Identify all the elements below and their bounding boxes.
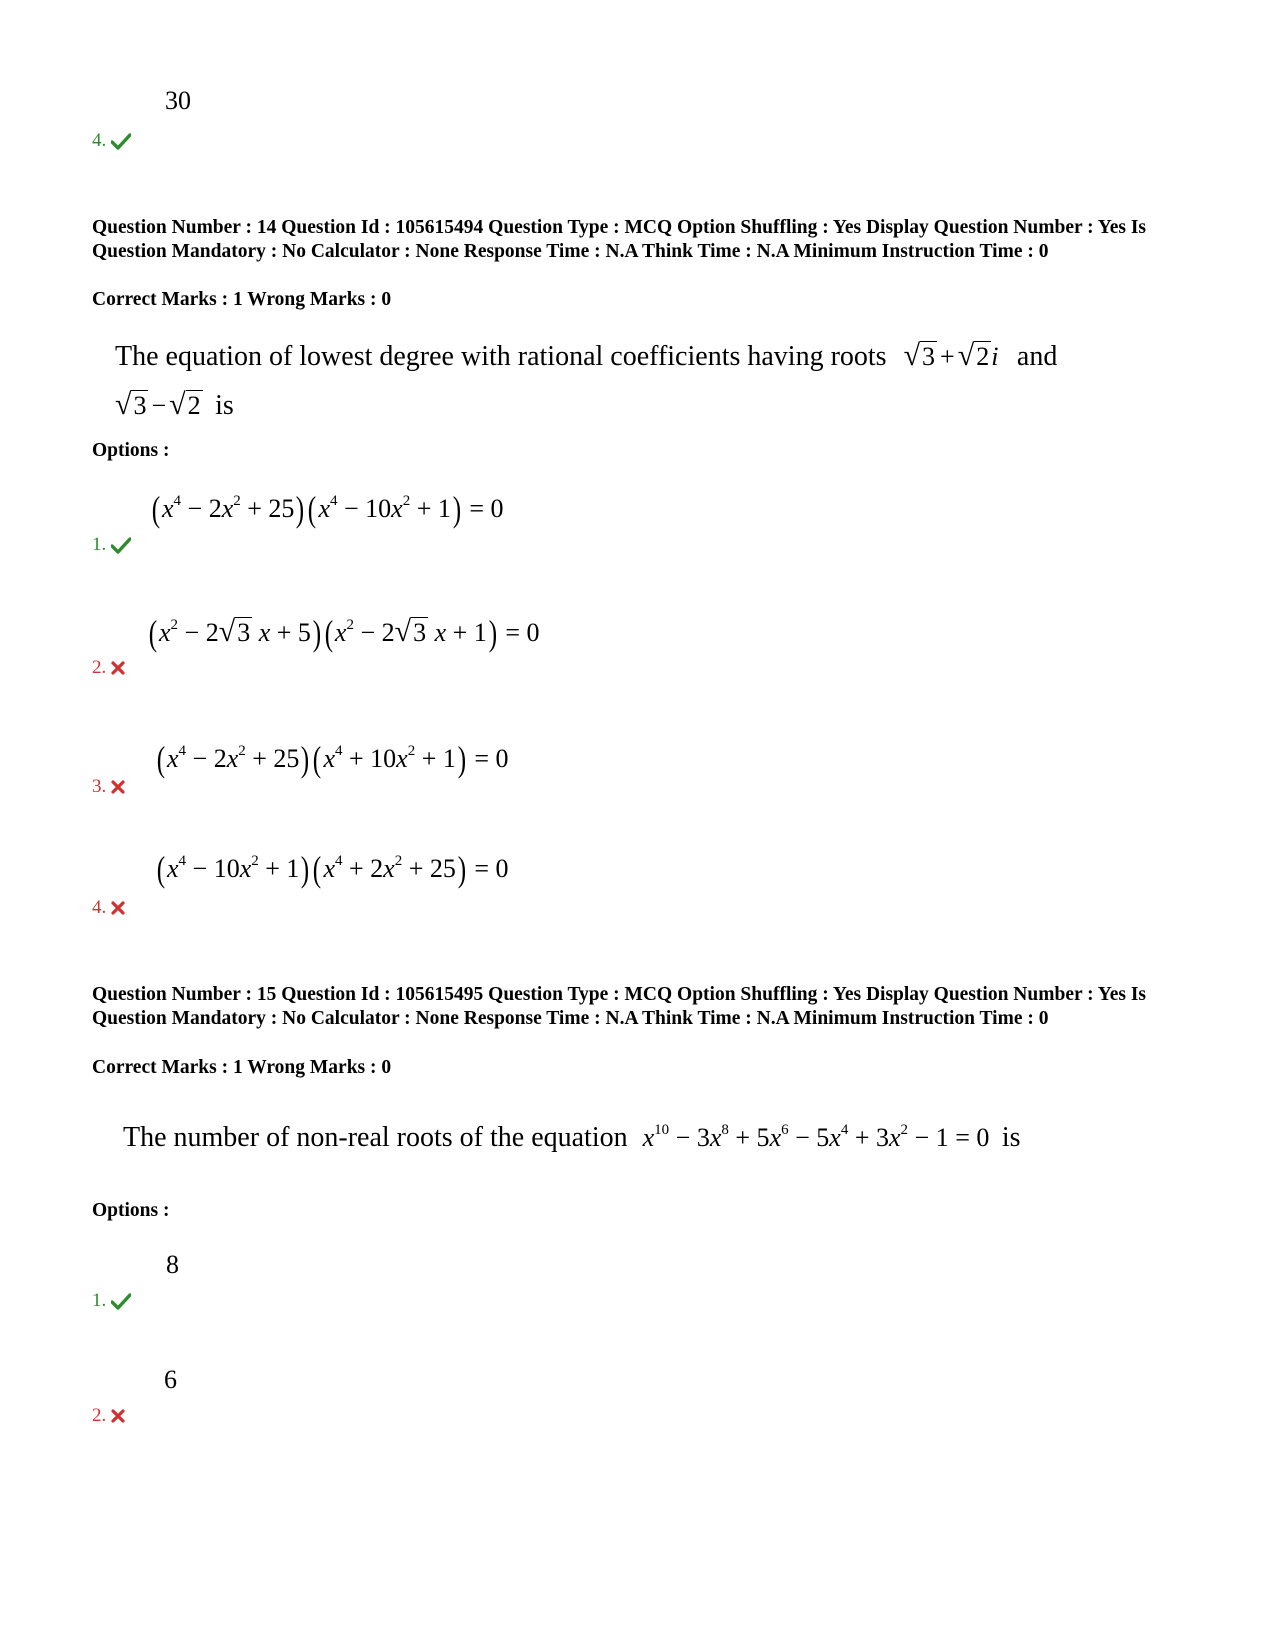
- option-number: 1.: [92, 534, 107, 555]
- prev-option-4-label: [92, 130, 131, 152]
- cross-icon: [111, 1409, 125, 1423]
- q14-text-part: The equation of lowest degree with rational coefficients having roots: [115, 341, 887, 372]
- q15-option-1-label: [92, 1290, 131, 1312]
- q14-root-2: √3 − √2: [115, 388, 201, 421]
- check-icon: [111, 133, 131, 150]
- q14-options-heading: Options :: [92, 440, 170, 461]
- cross-icon: [111, 661, 125, 675]
- q14-option-1-equation: $(x^4 - 2x^2 + 25)(x^4 - 10x^2 + 1) = 0$: [151, 489, 504, 529]
- option-number: 1.: [92, 1290, 107, 1311]
- q15-text-part: The number of non-real roots of the equation: [123, 1122, 628, 1153]
- q14-option-3-label: [92, 776, 125, 798]
- q14-root-1: √3 + √2i: [903, 339, 999, 372]
- q15-equation: $x^{10} - 3x^8 + 5x^6 - 5x^4 + 3x^2 - 1 = 0$: [642, 1122, 996, 1152]
- q14-option-4-equation: $(x^4 - 10x^2 + 1)(x^4 + 2x^2 + 25) = 0$: [156, 849, 509, 889]
- q15-is: is: [1001, 1122, 1021, 1153]
- q15-metadata: Question Number : 15 Question Id : 105615495 Question Type : MCQ Option Shuffling : Yes Display Question Number : Yes Is Question Mandatory : No Calculator : None Response Time : N.A Think Time : N.A Minimum Instruction Time : 0: [92, 984, 1147, 1029]
- q15-option-2-label: [92, 1405, 125, 1427]
- q14-question-text: [115, 332, 1125, 430]
- q14-metadata: Question Number : 14 Question Id : 105615494 Question Type : MCQ Option Shuffling : Yes Display Question Number : Yes Is Question Mandatory : No Calculator : None Response Time : N.A Think Time : N.A Minimum Instruction Time : 0: [92, 217, 1147, 262]
- check-icon: [111, 1293, 131, 1310]
- q15-option-2-value: 6: [164, 1365, 177, 1394]
- check-icon: [111, 537, 131, 554]
- q14-option-2-label: [92, 657, 125, 679]
- q14-option-3-equation: $(x^4 - 2x^2 + 25)(x^4 + 10x^2 + 1) = 0$: [156, 739, 509, 779]
- prev-option-4-value: 30: [165, 86, 191, 115]
- q14-option-1-label: [92, 534, 131, 556]
- option-number: 4.: [92, 897, 107, 918]
- q15-marks: Correct Marks : 1 Wrong Marks : 0: [92, 1057, 392, 1078]
- q14-and: and: [1016, 341, 1058, 372]
- cross-icon: [111, 901, 125, 915]
- option-number: 3.: [92, 776, 107, 797]
- cross-icon: [111, 780, 125, 794]
- q15-option-1-value: 8: [166, 1250, 179, 1279]
- option-number: 2.: [92, 657, 107, 678]
- q15-question-text: [123, 1114, 1133, 1162]
- q15-options-heading: Options :: [92, 1200, 170, 1221]
- q14-is: is: [215, 390, 234, 421]
- option-number: 2.: [92, 1405, 107, 1426]
- option-number: 4.: [92, 130, 107, 151]
- q14-option-2-equation: ($x^2 - 2√3$ $x + 5)(x^2 - 2√3$ x + 1) = 0: [148, 613, 540, 653]
- q14-marks: Correct Marks : 1 Wrong Marks : 0: [92, 289, 392, 310]
- q14-option-4-label: [92, 897, 125, 919]
